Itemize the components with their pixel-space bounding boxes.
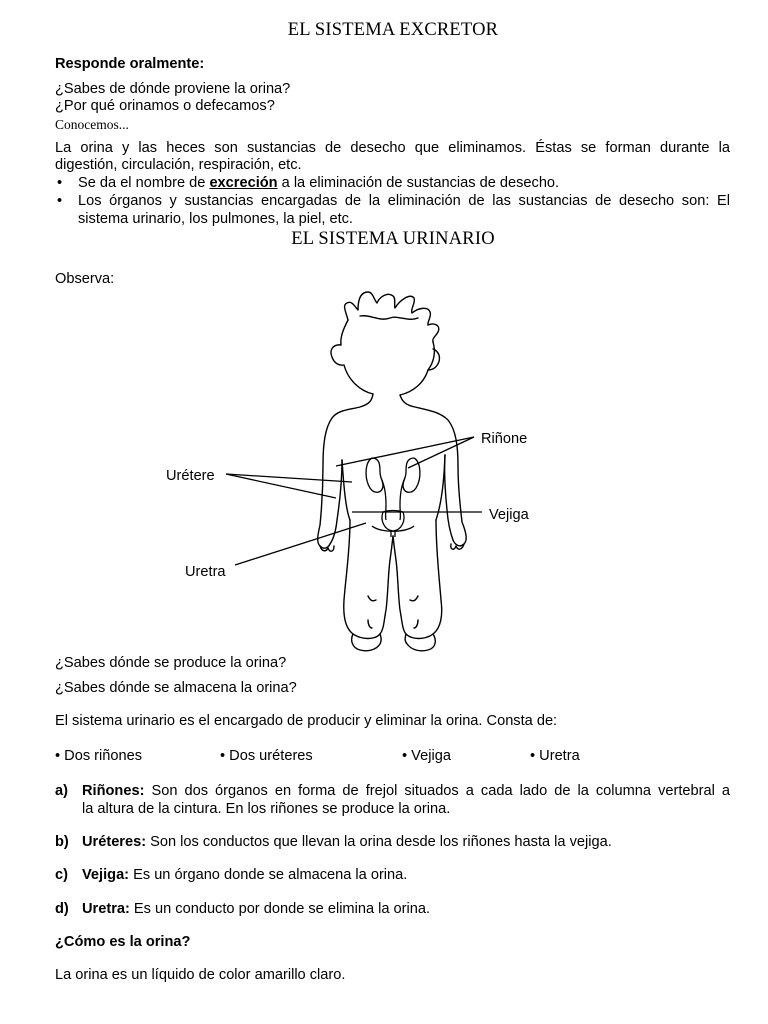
part-label: Uretra — [539, 748, 580, 764]
parts-list — [55, 748, 735, 768]
bullet-organs-line2: sistema urinario, los pulmones, la piel, etc. — [78, 210, 353, 227]
definition-rinones — [55, 782, 730, 818]
bullet-dot: • — [57, 193, 63, 209]
definition-letter: b) — [55, 834, 69, 850]
definition-term: Riñones: — [82, 783, 145, 799]
label-ureteres: Urétere — [166, 468, 215, 484]
question-origin-urine: ¿Sabes de dónde proviene la orina? — [55, 81, 291, 97]
uretra-pointer — [235, 523, 366, 565]
definition-text: Es un órgano donde se almacena la orina. — [133, 867, 408, 883]
child-outline — [318, 292, 466, 651]
intro-paragraph-line1: La orina y las heces son sustancias de desecho que eliminamos. Éstas se forman durante la — [55, 140, 730, 156]
definition-vejiga — [55, 866, 730, 884]
term-excrecion: excreción — [209, 175, 278, 191]
part-label: Dos riñones — [64, 748, 143, 764]
bullet-dot: • — [57, 175, 63, 191]
definition-line — [82, 866, 730, 884]
definition-letter: a) — [55, 783, 68, 799]
definition-term: Uréteres: — [82, 834, 147, 850]
definition-uretra — [55, 900, 730, 918]
definition-line — [82, 900, 730, 918]
conocemos-label: Conocemos... — [55, 117, 129, 132]
definition-letter: d) — [55, 901, 69, 917]
question-why-urinate: ¿Por qué orinamos o defecamos? — [55, 98, 275, 114]
urinary-organs — [366, 458, 420, 537]
definition-text: Son dos órganos en forma de frejol situados a cada lado de la columna vertebral a — [151, 783, 731, 799]
definition-text: la altura de la cintura. En los riñones se produce la orina. — [82, 801, 451, 817]
observa-label: Observa: — [55, 271, 115, 287]
label-rinones: Riñone — [481, 431, 528, 447]
rinones-pointer-left — [336, 437, 474, 466]
question-produce: ¿Sabes dónde se produce la orina? — [55, 655, 287, 671]
como-text: La orina es un líquido de color amarillo claro. — [55, 967, 346, 983]
definition-letter: c) — [55, 867, 68, 883]
left-ureter — [381, 478, 386, 520]
part-item: • Vejiga — [402, 748, 451, 764]
definition-ureteres — [55, 833, 730, 851]
definition-text: Es un conducto por donde se elimina la orina. — [133, 901, 431, 917]
part-item: • Dos riñones — [55, 748, 143, 764]
right-ureter — [400, 478, 405, 520]
left-kidney — [366, 458, 383, 492]
respond-heading: Responde oralmente: — [55, 56, 205, 72]
page-title: EL SISTEMA EXCRETOR — [287, 20, 499, 40]
definition-term: Vejiga: — [82, 867, 130, 883]
part-item: • Uretra — [530, 748, 580, 764]
como-heading: ¿Cómo es la orina? — [55, 934, 191, 950]
pointer-lines — [226, 437, 482, 565]
bullet-excrecion-post: a la eliminación de sustancias de desecho. — [277, 175, 560, 191]
part-label: Vejiga — [411, 748, 451, 764]
definition-term: Uretra: — [82, 901, 130, 917]
definition-text: Son los conductos que llevan la orina desde los riñones hasta la vejiga. — [150, 834, 612, 850]
question-store: ¿Sabes dónde se almacena la orina? — [55, 680, 297, 696]
label-uretra: Uretra — [185, 564, 226, 580]
rinones-pointer-right — [408, 437, 474, 468]
consta-paragraph: El sistema urinario es el encargado de producir y eliminar la orina. Consta de: — [55, 713, 558, 729]
part-label: Dos uréteres — [229, 748, 313, 764]
bullet-organs-line1: Los órganos y sustancias encargadas de la eliminación de las sustancias de desecho son: El — [78, 193, 730, 209]
bullet-excrecion-pre: Se da el nombre de — [78, 175, 210, 191]
intro-paragraph-line2: digestión, circulación, respiración, etc. — [55, 157, 302, 173]
section-title-urinario: EL SISTEMA URINARIO — [291, 229, 495, 249]
definition-line — [82, 833, 730, 851]
label-vejiga: Vejiga — [489, 507, 529, 523]
part-item: • Dos uréteres — [220, 748, 313, 764]
definition-line — [82, 782, 730, 800]
